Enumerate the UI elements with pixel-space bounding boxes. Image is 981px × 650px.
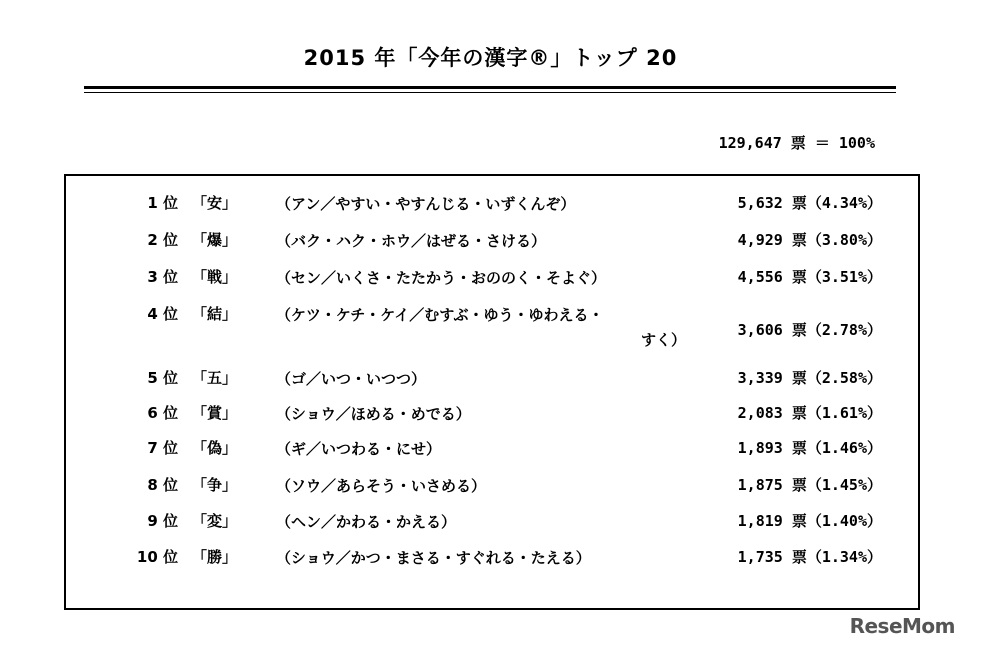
reading-line: （アン／やすい・やすんじる・いずくんぞ） [276, 195, 576, 213]
reading-line: （ヘン／かわる・かえる） [276, 513, 457, 531]
rank-label: 7 位 [147, 439, 178, 457]
reading-line: （ゴ／いつ・いつつ） [276, 370, 427, 388]
vote-count: 1,735 票（1.34%） [737, 548, 882, 566]
reading-line: （ケツ・ケチ・ケイ／むすぶ・ゆう・ゆわえる・ [276, 306, 604, 324]
vote-count: 4,556 票（3.51%） [737, 268, 882, 286]
kanji-label: 「五」 [192, 369, 238, 387]
vote-count: 3,606 票（2.78%） [737, 321, 882, 339]
reading-line: （ソウ／あらそう・いさめる） [276, 477, 487, 495]
rank-label: 1 位 [147, 194, 178, 212]
rank-label: 4 位 [147, 305, 178, 323]
reading-text [276, 266, 686, 291]
resemom-logo: ReseMom [849, 614, 955, 638]
reading-text [276, 546, 686, 571]
rank-label: 10 位 [136, 548, 178, 566]
rank-label: 2 位 [147, 231, 178, 249]
reading-line: （ショウ／かつ・まさる・すぐれる・たえる） [276, 549, 591, 567]
reading-text [276, 510, 686, 535]
kanji-label: 「安」 [192, 194, 238, 212]
vote-count: 2,083 票（1.61%） [737, 404, 882, 422]
page-title: 2015 年「今年の漢字®」トップ 20 [303, 46, 678, 70]
reading-text [276, 437, 686, 462]
rank-label: 5 位 [147, 369, 178, 387]
kanji-label: 「爆」 [192, 231, 238, 249]
kanji-label: 「争」 [192, 476, 238, 494]
kanji-label: 「賞」 [192, 404, 238, 422]
reading-line: （ショウ／ほめる・めでる） [276, 405, 471, 423]
reading-text [276, 229, 686, 254]
reading-text [276, 303, 686, 353]
reading-text [276, 192, 686, 217]
vote-count: 3,339 票（2.58%） [737, 369, 882, 387]
vote-count: 1,875 票（1.45%） [737, 476, 882, 494]
reading-line-2: すく） [640, 331, 686, 349]
vote-count: 5,632 票（4.34%） [737, 194, 882, 212]
rank-label: 8 位 [147, 476, 178, 494]
ranking-table [64, 174, 920, 610]
reading-line: （バク・ハク・ホウ／はぜる・さける） [276, 232, 547, 250]
vote-count: 4,929 票（3.80%） [737, 231, 882, 249]
kanji-label: 「勝」 [192, 548, 238, 566]
kanji-label: 「戦」 [192, 268, 238, 286]
kanji-label: 「結」 [192, 305, 238, 323]
vote-count: 1,893 票（1.46%） [737, 439, 882, 457]
rank-label: 6 位 [147, 404, 178, 422]
reading-line: （セン／いくさ・たたかう・おののく・そよぐ） [276, 269, 607, 287]
reading-text [276, 402, 686, 427]
vote-count: 1,819 票（1.40%） [737, 512, 882, 530]
rank-label: 9 位 [147, 512, 178, 530]
kanji-label: 「偽」 [192, 439, 238, 457]
total-votes: 129,647 票 ＝ 100% [718, 134, 875, 152]
reading-text [276, 474, 686, 499]
title-underline-thin [84, 92, 896, 93]
rank-label: 3 位 [147, 268, 178, 286]
title-underline-thick [84, 86, 896, 89]
kanji-label: 「変」 [192, 512, 238, 530]
reading-line: （ギ／いつわる・にせ） [276, 440, 442, 458]
reading-text [276, 367, 686, 392]
